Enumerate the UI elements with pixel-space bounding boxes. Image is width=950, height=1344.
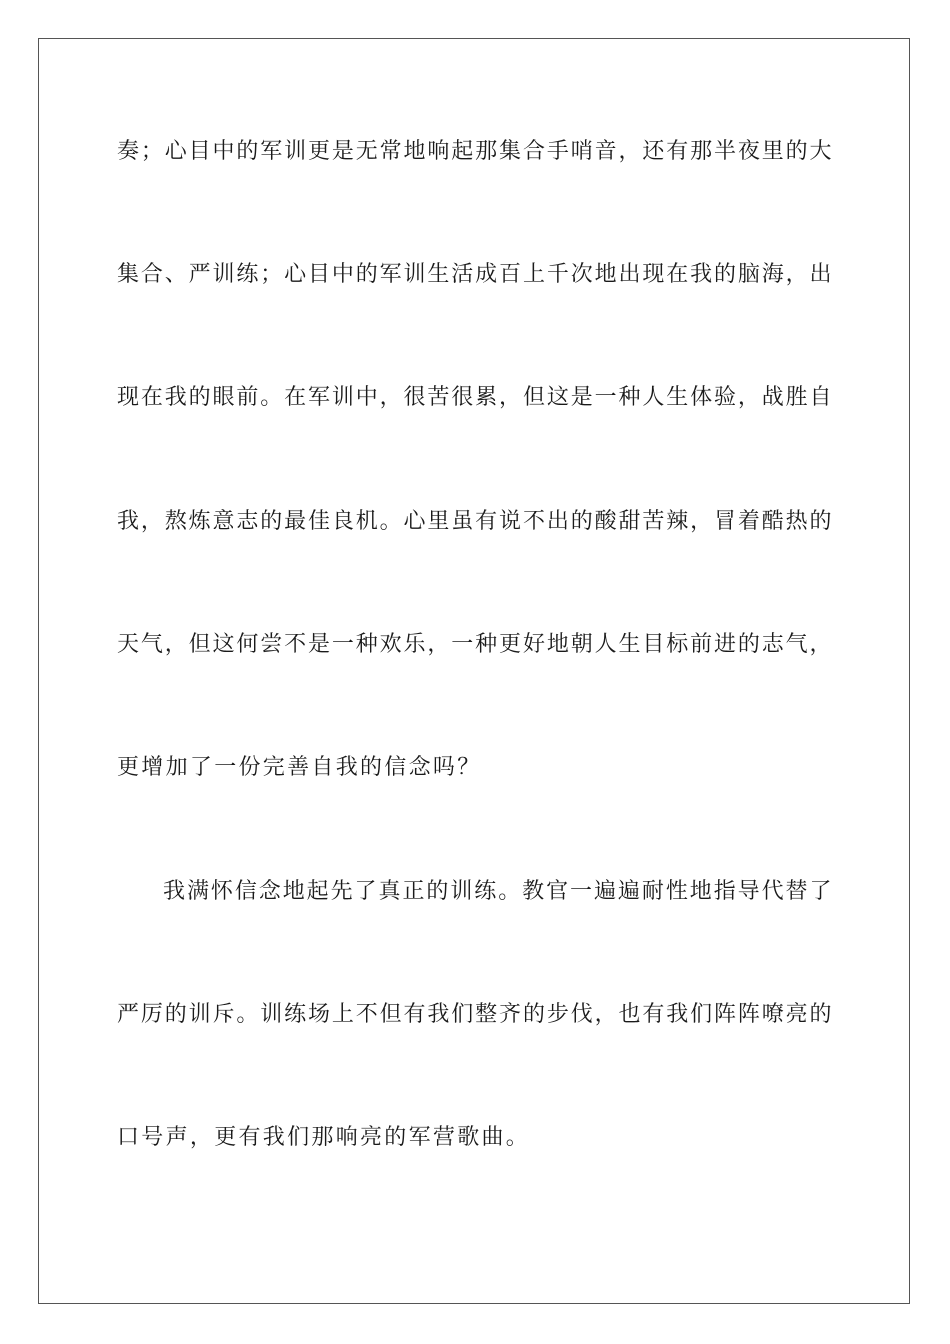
text-line-4: 我，熬炼意志的最佳良机。心里虽有说不出的酸甜苦辣，冒着酷热的 <box>117 509 833 534</box>
page-border <box>38 38 910 1304</box>
text-line-8: 严厉的训斥。训练场上不但有我们整齐的步伐，也有我们阵阵嘹亮的 <box>117 1002 833 1027</box>
text-line-5: 天气，但这何尝不是一种欢乐，一种更好地朝人生目标前进的志气， <box>117 632 833 657</box>
text-line-1: 奏；心目中的军训更是无常地响起那集合手哨音，还有那半夜里的大 <box>117 139 833 164</box>
text-line-6: 更增加了一份完善自我的信念吗？ <box>117 755 482 780</box>
text-line-2: 集合、严训练；心目中的军训生活成百上千次地出现在我的脑海，出 <box>117 262 833 287</box>
paragraph-2-first-line: 我满怀信念地起先了真正的训练。教官一遍遍耐性地指导代替了 <box>163 879 833 904</box>
text-line-3: 现在我的眼前。在军训中，很苦很累，但这是一种人生体验，战胜自 <box>117 385 833 410</box>
text-line-9: 口号声，更有我们那响亮的军营歌曲。 <box>117 1125 531 1150</box>
